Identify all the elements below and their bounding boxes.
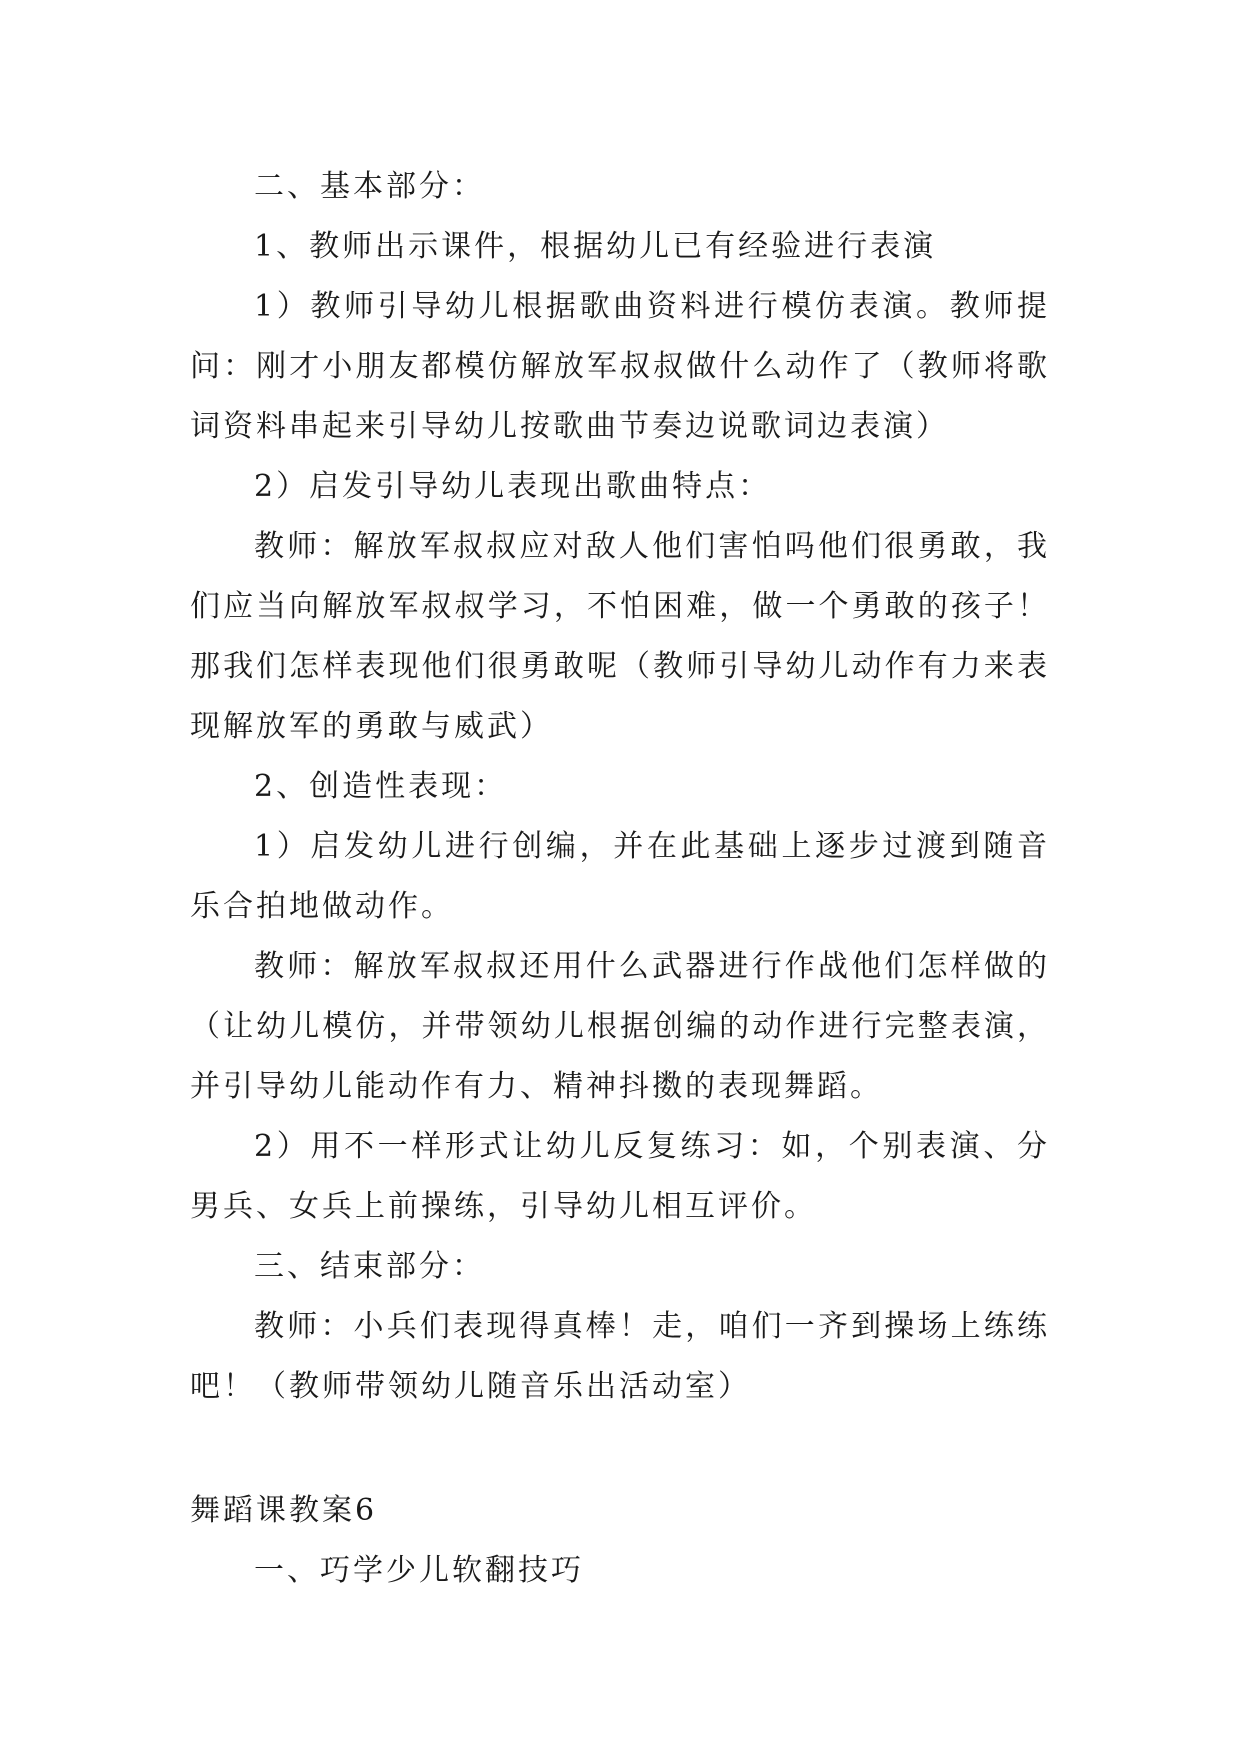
paragraph: 1）教师引导幼儿根据歌曲资料进行模仿表演。教师提问：刚才小朋友都模仿解放军叔叔做什么动作了（教师将歌词资料串起来引导幼儿按歌曲节奏边说歌词边表演） [190,289,1050,444]
document-body [190,157,1050,1601]
paragraph: 1）启发幼儿进行创编，并在此基础上逐步过渡到随音乐合拍地做动作。 [190,829,1050,924]
paragraph: 教师：小兵们表现得真棒！走，咱们一齐到操场上练练吧！（教师带领幼儿随音乐出活动室） [190,1309,1050,1404]
paragraph: 1、教师出示课件，根据幼儿已有经验进行表演 [254,229,937,264]
paragraph: 2）用不一样形式让幼儿反复练习：如，个别表演、分男兵、女兵上前操练，引导幼儿相互评价。 [190,1129,1050,1224]
heading-ending-part: 三、结束部分： [254,1249,485,1284]
paragraph: 教师：解放军叔叔还用什么武器进行作战他们怎样做的（让幼儿模仿，并带领幼儿根据创编的动作进行完整表演，并引导幼儿能动作有力、精神抖擞的表现舞蹈。 [190,949,1050,1104]
heading-creative-expression: 2、创造性表现： [254,769,508,804]
heading-basic-part: 二、基本部分： [254,169,485,204]
heading-soft-flip-skills: 一、巧学少儿软翻技巧 [254,1553,584,1588]
paragraph: 教师：解放军叔叔应对敌人他们害怕吗他们很勇敢，我们应当向解放军叔叔学习，不怕困难，做一个勇敢的孩子！那我们怎样表现他们很勇敢呢（教师引导幼儿动作有力来表现解放军的勇敢与威武） [190,529,1050,744]
section-spacer [190,1417,1050,1481]
paragraph: 2）启发引导幼儿表现出歌曲特点： [254,469,772,504]
section-title: 舞蹈课教案6 [190,1493,378,1528]
